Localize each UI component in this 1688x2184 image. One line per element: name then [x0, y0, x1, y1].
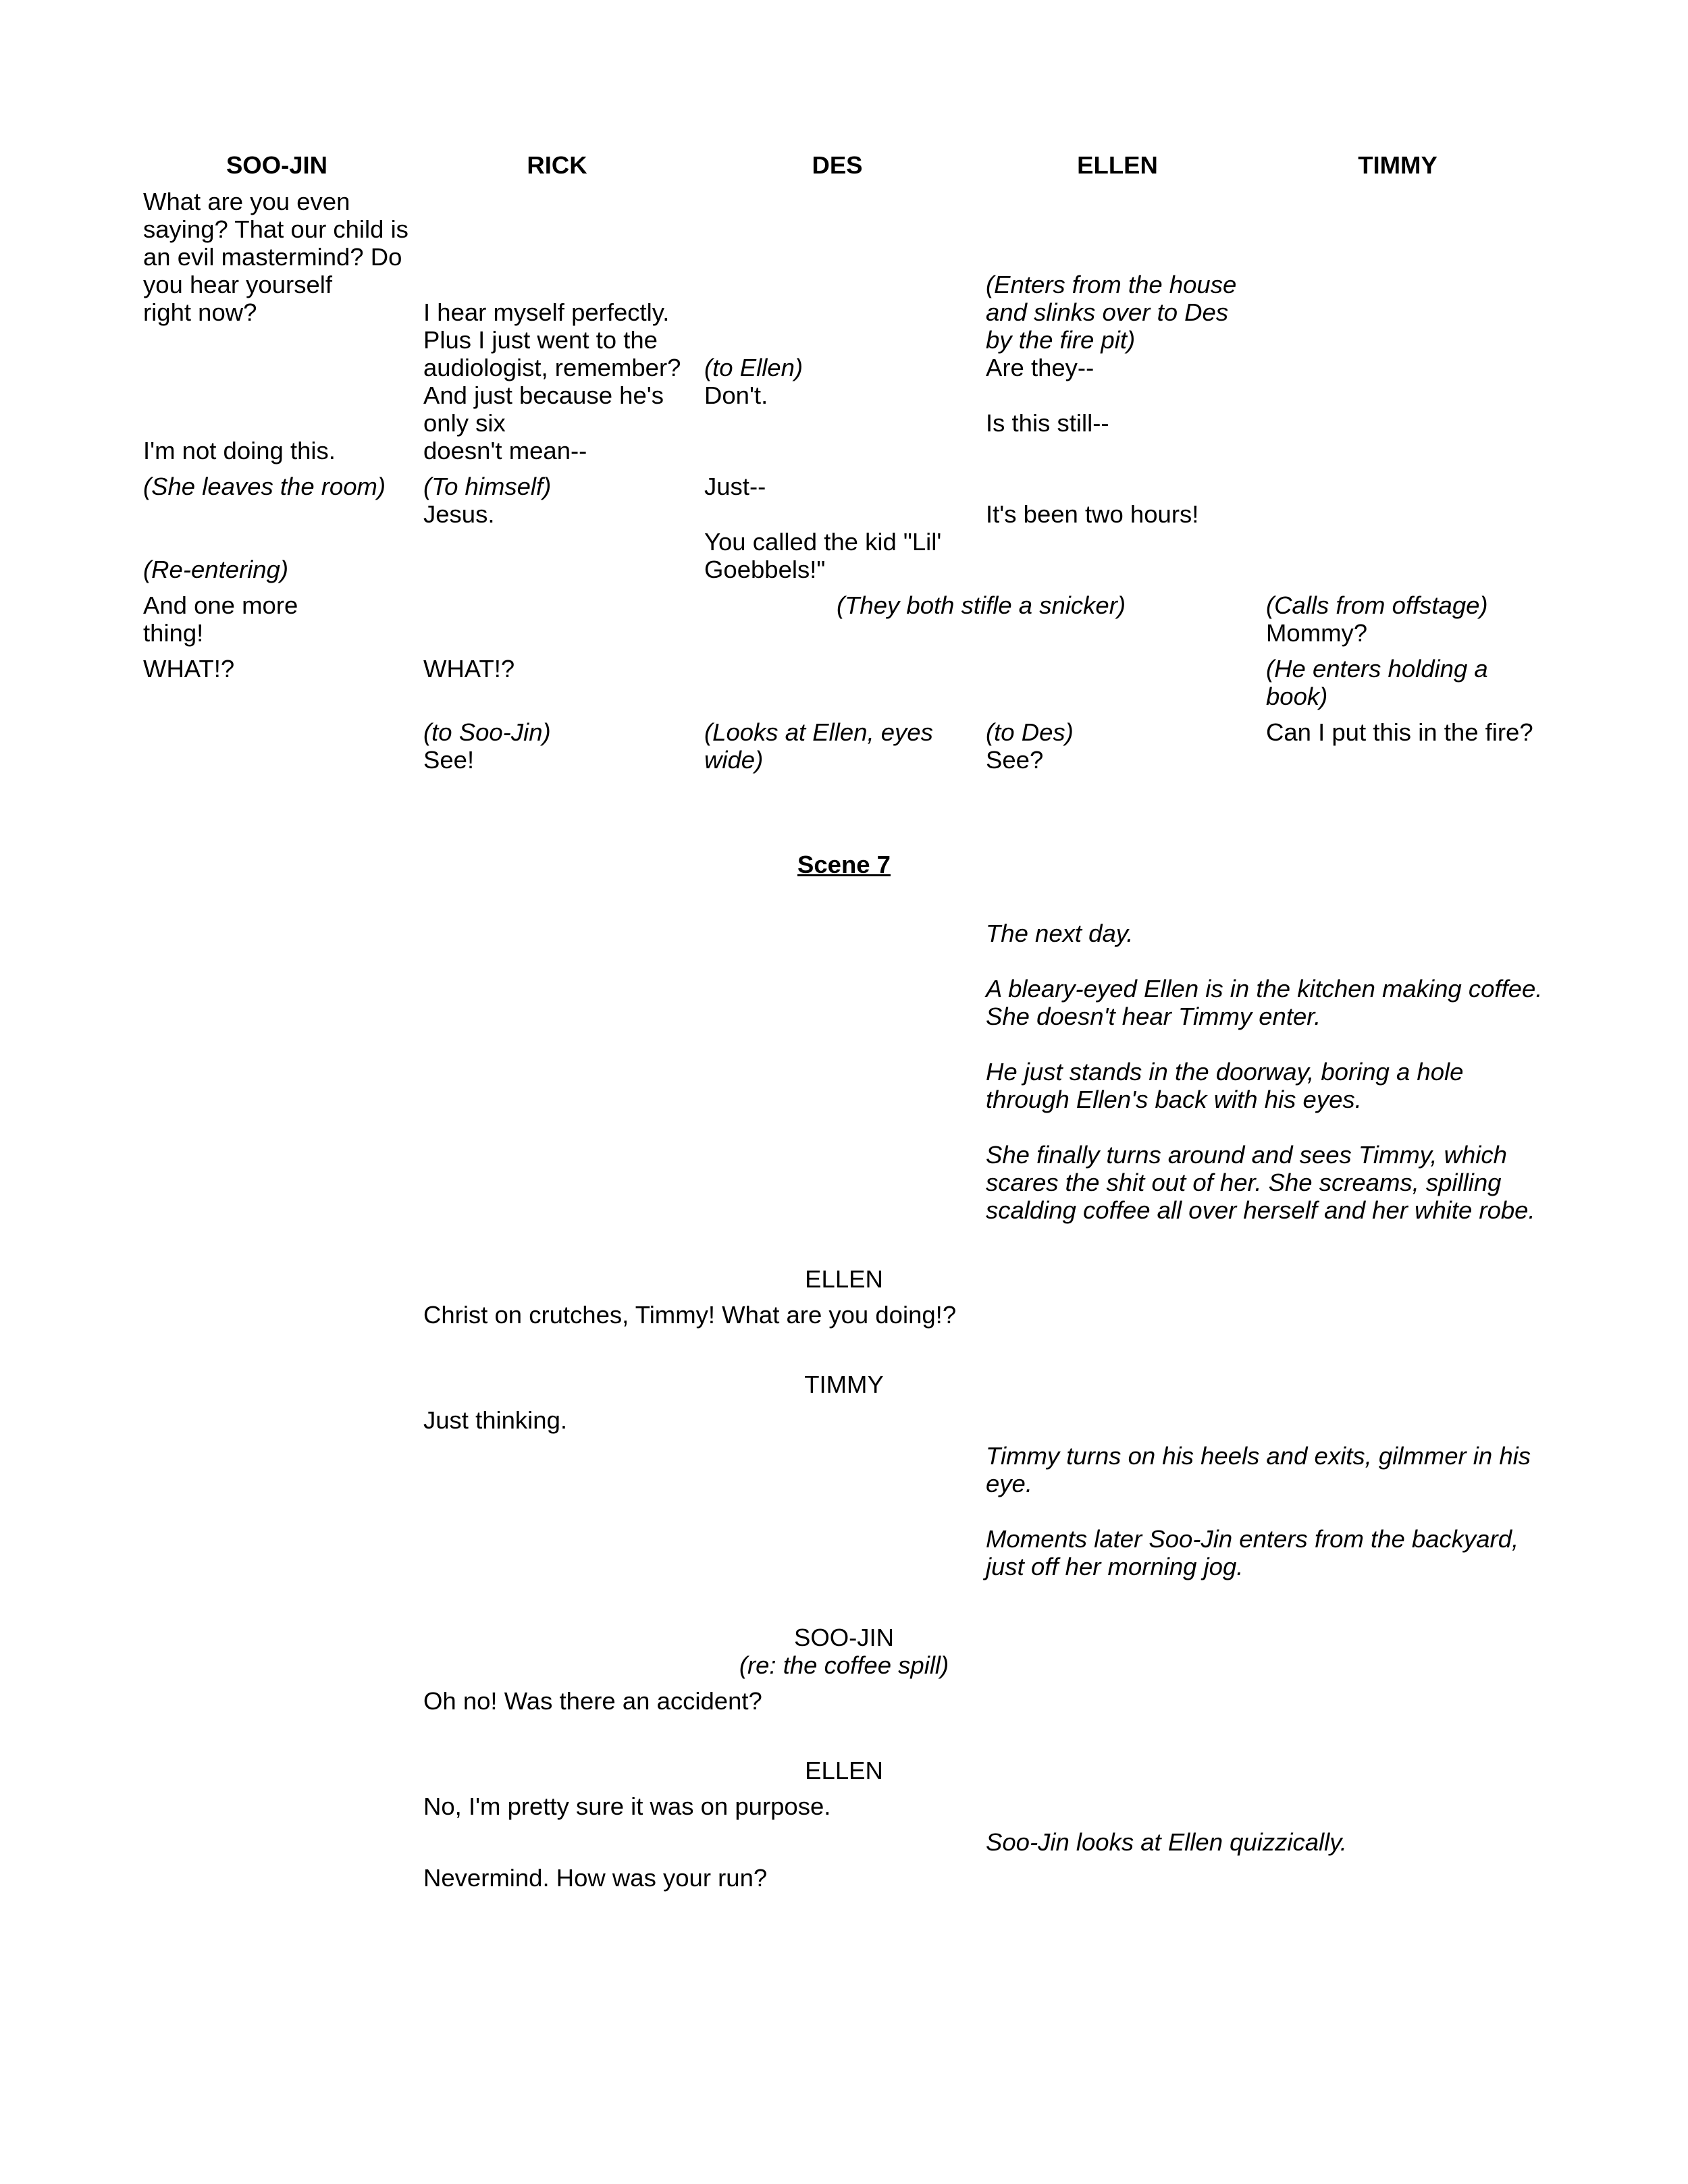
rick-line-1 [423, 298, 681, 464]
soojin-line-1 [143, 188, 408, 326]
text-line: (Enters from the house [986, 271, 1237, 298]
dialogue-ellen-2: No, I'm pretty sure it was on purpose. [423, 1792, 831, 1820]
text-line: Moments later Soo-Jin enters from the backyard, [986, 1525, 1519, 1553]
text-line: doesn't mean-- [423, 437, 587, 464]
scene-action-1: The next day. [986, 920, 1134, 947]
des-line-3 [704, 528, 941, 583]
scene-action-6 [986, 1525, 1519, 1580]
column-header-timmy: TIMMY [1358, 151, 1438, 179]
scene-action-5 [986, 1442, 1531, 1497]
dialogue-timmy-1: Just thinking. [423, 1406, 568, 1434]
text-line: What are you even [143, 188, 350, 215]
scene-title: Scene 7 [797, 851, 891, 878]
text-line: And one more [143, 591, 298, 619]
rick-stage-direction-1: (To himself) [423, 473, 552, 500]
ellen-line-4: See? [986, 746, 1044, 774]
character-name-ellen-2: ELLEN [805, 1757, 883, 1784]
text-line: Timmy turns on his heels and exits, gilmmer in his [986, 1442, 1531, 1470]
text-line: (Looks at Ellen, eyes [704, 718, 933, 746]
soojin-line-3 [143, 591, 298, 647]
character-name-soojin: SOO-JIN [793, 1624, 895, 1651]
text-line: scares the shit out of her. She screams, spilling [986, 1169, 1502, 1196]
dialogue-soojin-1: Oh no! Was there an accident? [423, 1687, 762, 1715]
text-line: (He enters holding a [1266, 655, 1488, 683]
des-ellen-stage-direction: (They both stifle a snicker) [836, 591, 1126, 619]
text-line: through Ellen's back with his eyes. [986, 1086, 1362, 1113]
character-name-timmy: TIMMY [804, 1370, 884, 1398]
rick-line-4: See! [423, 746, 475, 774]
dialogue-ellen-3: Nevermind. How was your run? [423, 1864, 768, 1892]
text-line: She doesn't hear Timmy enter. [986, 1003, 1321, 1030]
timmy-line-1: Mommy? [1266, 619, 1368, 647]
des-stage-direction-1: (to Ellen) [704, 354, 803, 381]
ellen-line-3: It's been two hours! [986, 500, 1199, 528]
text-line: And just because he's [423, 381, 664, 409]
text-line: He just stands in the doorway, boring a hole [986, 1058, 1464, 1086]
text-line: Goebbels!" [704, 556, 826, 583]
text-line: scalding coffee all over herself and her white robe. [986, 1196, 1535, 1224]
column-header-rick: RICK [527, 151, 587, 179]
text-line: She finally turns around and sees Timmy, which [986, 1141, 1507, 1169]
ellen-line-1: Are they-- [986, 354, 1094, 381]
text-line: audiologist, remember? [423, 354, 681, 381]
des-line-2: Just-- [704, 473, 766, 500]
rick-line-2: Jesus. [423, 500, 495, 528]
text-line: and slinks over to Des [986, 298, 1229, 326]
des-stage-direction-2 [704, 718, 933, 774]
rick-line-3: WHAT!? [423, 655, 515, 683]
text-line: book) [1266, 683, 1328, 710]
scene-action-7: Soo-Jin looks at Ellen quizzically. [986, 1828, 1347, 1856]
text-line: A bleary-eyed Ellen is in the kitchen making coffee. [986, 975, 1543, 1003]
column-header-soojin: SOO-JIN [226, 151, 328, 179]
des-line-1: Don't. [704, 381, 768, 409]
parenthetical-soojin: (re: the coffee spill) [739, 1651, 949, 1679]
soojin-line-2: I'm not doing this. [143, 437, 336, 464]
ellen-stage-direction-1 [986, 271, 1236, 354]
text-line: right now? [143, 298, 257, 326]
timmy-stage-direction-1: (Calls from offstage) [1266, 591, 1488, 619]
scene-action-4 [986, 1141, 1535, 1224]
ellen-stage-direction-2: (to Des) [986, 718, 1074, 746]
text-line: just off her morning jog. [986, 1553, 1244, 1580]
soojin-line-4: WHAT!? [143, 655, 235, 683]
timmy-stage-direction-2 [1266, 655, 1488, 710]
text-line: I hear myself perfectly. [423, 298, 670, 326]
scene-action-3 [986, 1058, 1463, 1113]
dialogue-ellen-1: Christ on crutches, Timmy! What are you doing!? [423, 1301, 957, 1329]
character-name-ellen: ELLEN [805, 1265, 883, 1293]
text-line: wide) [704, 746, 764, 774]
ellen-line-2: Is this still-- [986, 409, 1109, 437]
text-line: an evil mastermind? Do [143, 243, 402, 271]
text-line: thing! [143, 619, 204, 647]
column-header-des: DES [812, 151, 863, 179]
text-line: only six [423, 409, 506, 437]
soojin-stage-direction-1: (She leaves the room) [143, 473, 386, 500]
text-line: Plus I just went to the [423, 326, 658, 354]
timmy-line-2: Can I put this in the fire? [1266, 718, 1533, 746]
text-line: by the fire pit) [986, 326, 1136, 354]
text-line: eye. [986, 1470, 1032, 1497]
soojin-stage-direction-2: (Re-entering) [143, 556, 289, 583]
text-line: saying? That our child is [143, 215, 408, 243]
text-line: you hear yourself [143, 271, 332, 298]
text-line: You called the kid "Lil' [704, 528, 942, 556]
column-header-ellen: ELLEN [1077, 151, 1158, 179]
scene-action-2 [986, 975, 1542, 1030]
rick-stage-direction-2: (to Soo-Jin) [423, 718, 551, 746]
